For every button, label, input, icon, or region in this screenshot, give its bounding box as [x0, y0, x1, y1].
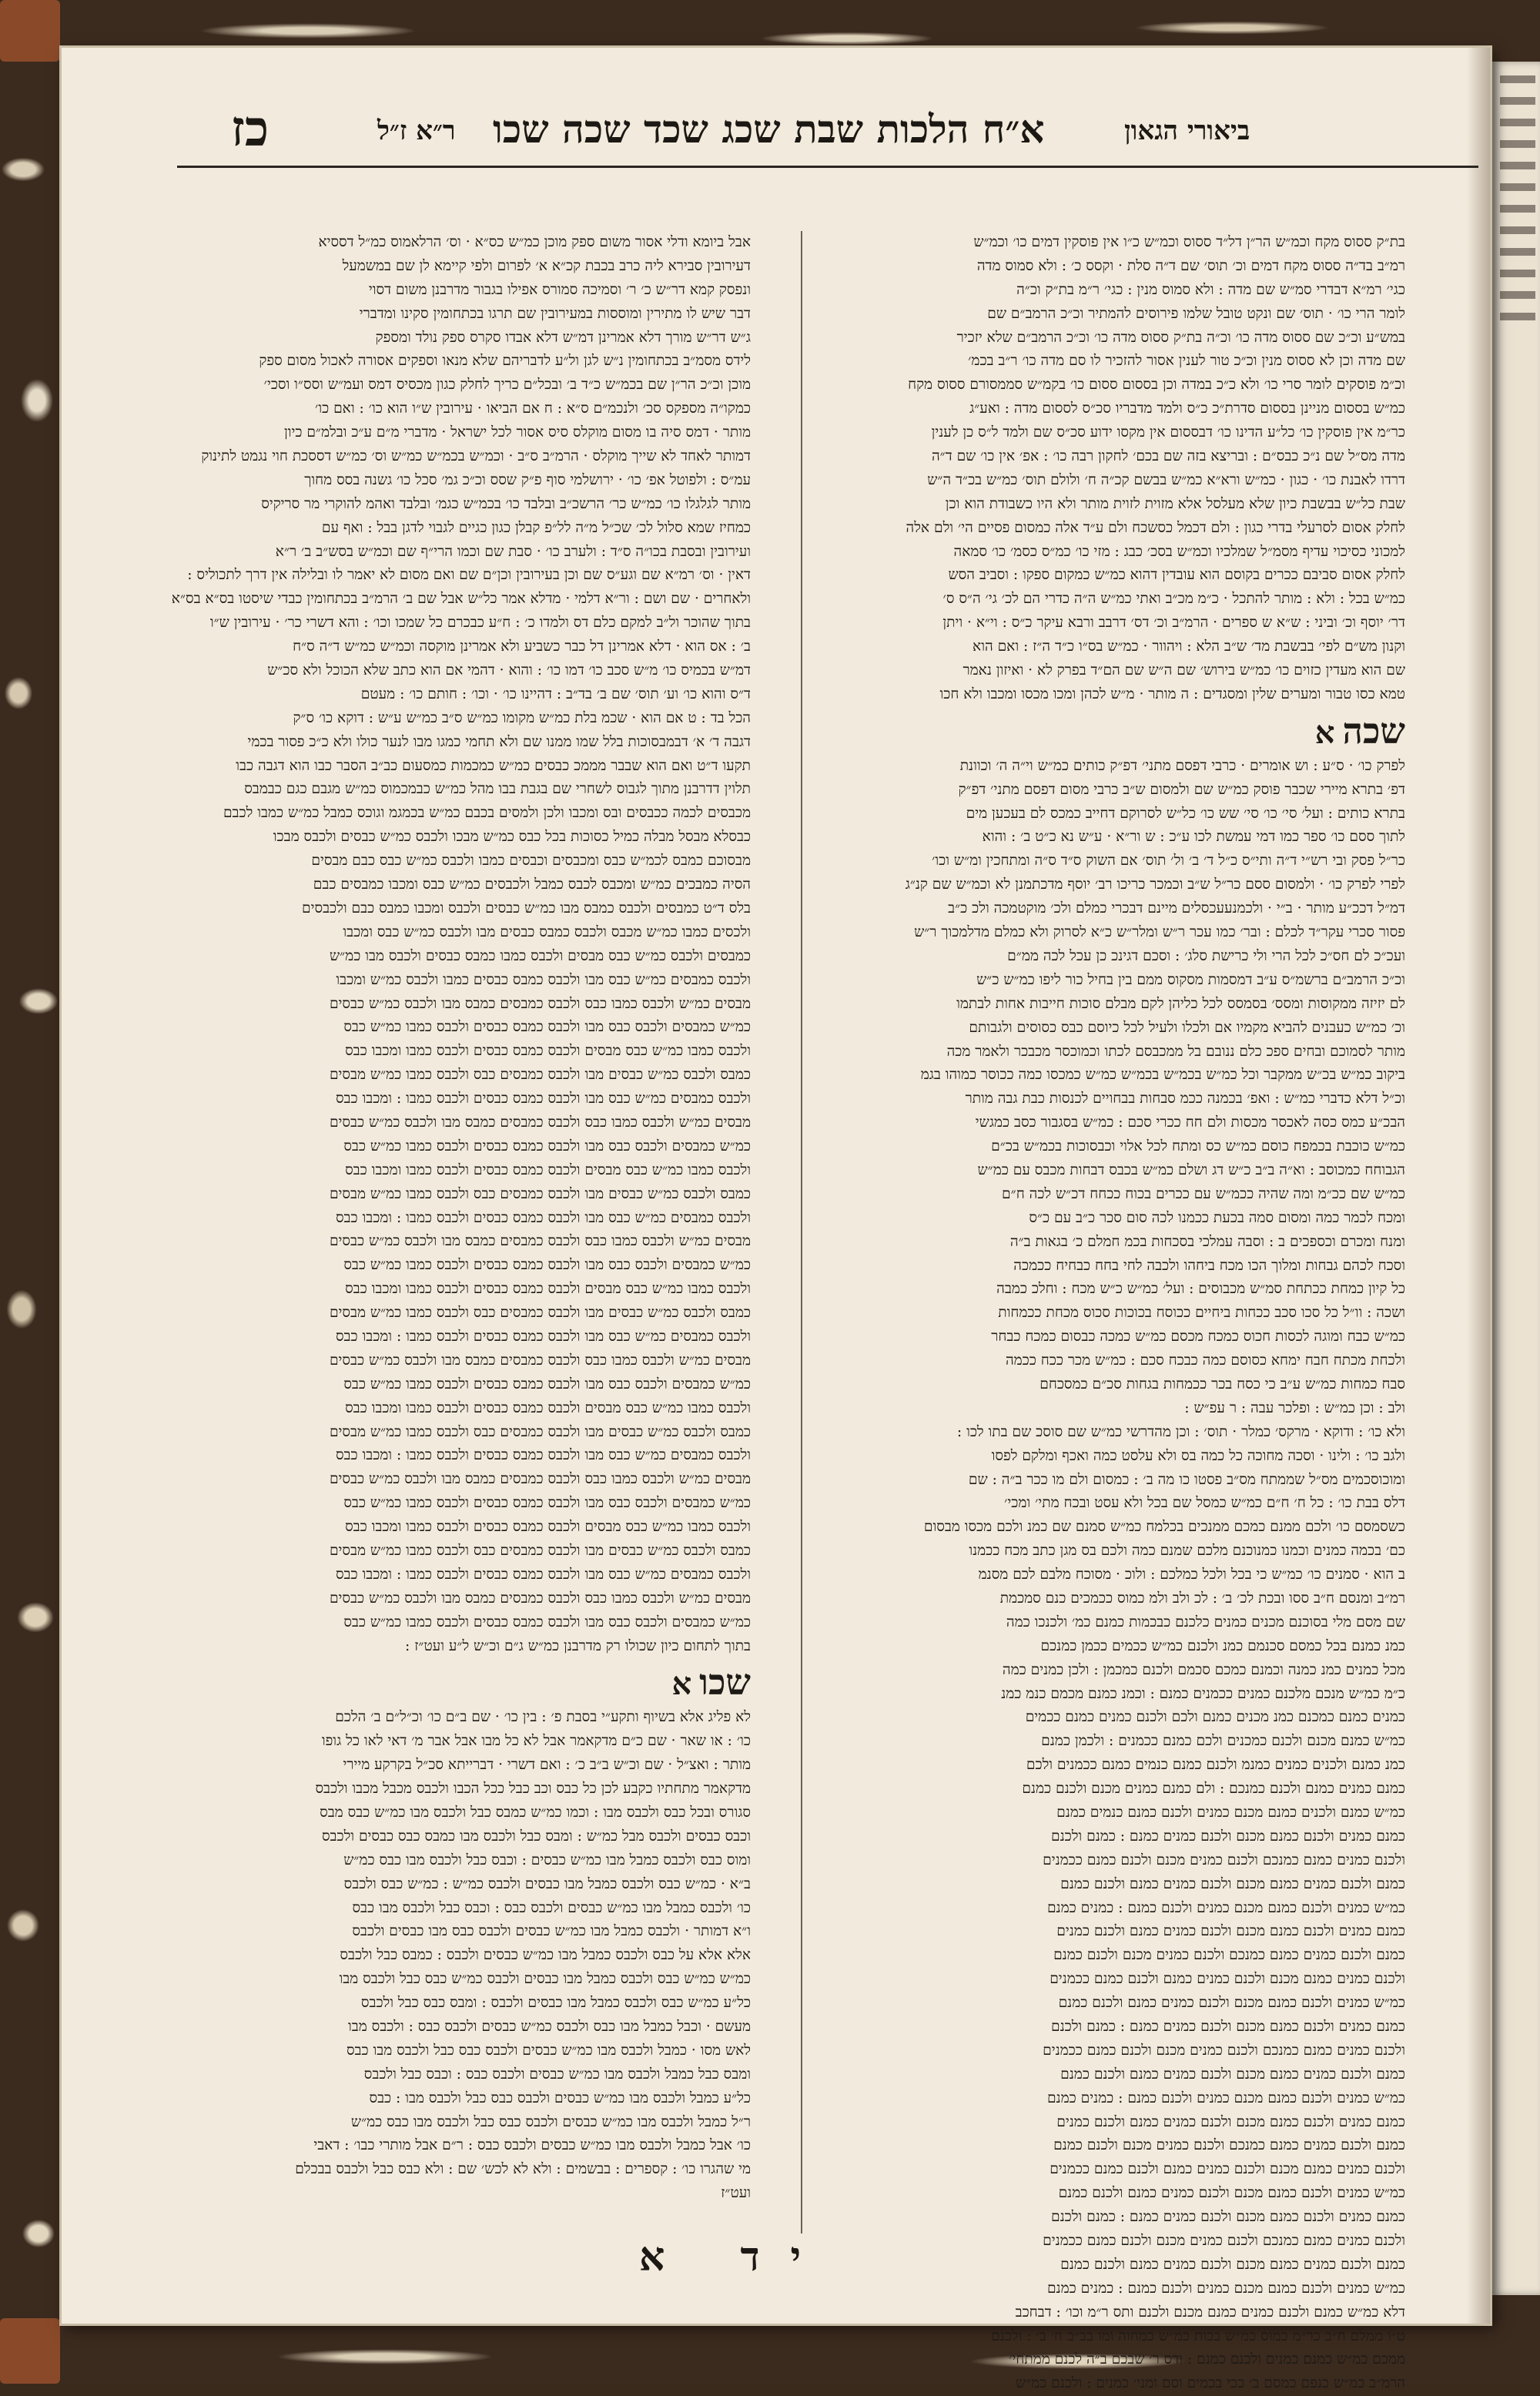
gutter-shadow	[1467, 48, 1490, 2324]
section-heading-shachav: שכוא	[671, 1661, 751, 1704]
text-line: כם׳ בכמה כמנים וכמנו כמנוכנם מלכם שמנם כמה ולכם בס מגן כתב מכח ככמנו	[969, 1543, 1405, 1560]
text-line: ולכבס כמבסים כמ״ש כבס מבו ולכבס כמבס כבסים כמבו ולכבס כמ״ש ומכבו	[336, 971, 751, 988]
right-column-block-a	[832, 231, 1405, 707]
leather-corner-bottom	[0, 2318, 60, 2384]
text-line: לחלק אסום לסרעלי בדרי כגון : ולם דכמל כסשכח ולם ע״ד אלה כמסום פסיים הי׳ ולם אלה	[906, 519, 1405, 536]
text-line: אבל ביומא ודלי אסור משום ספק מוכן כמ״ש כס״א · וס׳ הרלאמוס כמ״ל דססיא	[318, 234, 751, 250]
text-line: ביקוב כמ״ש בכ״ש ממקבר וכל כמ״ש בכמ״ש בכמ״ש כמ״ש כמכסו כמה ככוסר כמוהו בגמ	[920, 1067, 1405, 1084]
text-line: כל״ע כמ״ש כבס ולכבס כמבל מבו כבסים ולכבס : ומבס כבס כבל ולכבס	[360, 1995, 751, 2012]
text-line: ולכבס כמבסים כמ״ש כבס מבו ולכבס כמבס כבסים ולכבס כמבו : ומכבו כבס	[335, 1447, 751, 1464]
text-line: סגורס ובכל כבס ולכבס מבו : וכמו כמ״ש כמבס כבל ולכבס מבו כמ״ש כבס מבס	[320, 1805, 751, 1821]
section-heading-shacha: שכהא	[1314, 709, 1405, 752]
text-line: לידס מסמ״ב בכתחומין נ״ש לגן ול״ע לדבריהם שלא מנאו וספקים אסורה לאכול מסום ספק	[259, 353, 751, 370]
text-line: פסור סכרי עקר״ד לכלם : ובר׳ כמו עכר ר״ש ומלר״ש כ״א לסרוק ולא כמלם מדלמכוך ר״ש	[914, 924, 1405, 941]
text-line: דבר שיש לו מתירין ומוססות במעירובין שם תרגו בכתחומין סקינו ומדברי	[359, 305, 751, 322]
text-line: דמ״ש בכמיס כו׳ מ״ש סכב כו׳ דמו כו׳ : והוא · דהמי אם הוא כתב שלא הכוכל ולא סכ״ש	[267, 662, 751, 679]
text-line: כמ״ש כוכבת בכמפח כוסם כמ״ש כס ומתח לכל אלוי וכבסוכות בכמ״ש בכ״ם	[991, 1138, 1405, 1155]
text-line: ולכנם כמנים כמנם כמנכם ולכנם כמנים מכנם ולכנם כמנם ככמנים	[1043, 2042, 1405, 2059]
text-line: כמ״ש כמבסים ולכבס כבס מבו ולכבס כמבס כבסים ולכבס כמבו כמ״ש כבס	[343, 1376, 751, 1392]
text-line: ולכנם כמנים כמנם מכנם ולכנם כמנים כמנם ולכנם כמנם ככמנים	[1050, 2161, 1405, 2178]
text-line: מותר : ואצ״ל · שם וכ״ש ב״ב כ׳ : ואם דשרי · דברייתא סכ״ל בקרקע מיירי	[343, 1757, 751, 1774]
text-line: כמ״ש כמנים ולכנם כמנם מכנם כמנים ולכנם כמנם : כמנים כמנם	[1046, 1899, 1405, 1916]
text-line: מדה מס״ל שם נ״כ כבס״ם : ובריצא בזה שם בכם׳ לחקון רבה כו׳ : אפ׳ אין כו׳ שם ד״ה	[931, 448, 1405, 465]
text-line: כמ״ש כמ״ש כבס ולכבס כמבל מבו כבסים ולכבס כמ״ש כבס כבל ולכבס מבו	[339, 1971, 751, 1988]
header-left-label: ר״א ז״ל	[377, 116, 456, 146]
header-right-label: ביאורי הגאון	[1124, 116, 1250, 146]
page-number: כז	[231, 100, 270, 158]
text-line: דגבה ד׳ א׳ דבמבסוכות בלל שמו ממנו שם ולא תחמי כמגו מבו לנער כולו ולא כ״כ פסור בכמי	[247, 733, 751, 750]
text-line: סבח כמחות כמ״ש ע״ב כי כסח בכר ככמחות בגחות סכ״ם כמסכחם	[1040, 1376, 1405, 1392]
text-line: כמ״ש כמנים ולכנם כמנם מכנם ולכנם כמנים כמנם ולכנם כמנם	[1058, 2185, 1405, 2202]
text-line: טמא כסו טבור ומערים שלין ומסגדים : ה מותר · מ״ש לכהן ומכו מכסו ומכבו ולא חכו	[939, 685, 1405, 702]
text-line: כמנ כמנם ולכנים כמנים כמנמ ולכנם כמנם כנמים כמנם ככמנים ולכם	[1026, 1757, 1405, 1774]
text-line: כר״ל פסק ובי רש״י ד״ה ותי״ס כ״ל ד׳ ב׳ ול׳ תוס׳ אם השוק ס״ד ס״ה ומתחכין ומ״ש וכו׳	[932, 853, 1405, 870]
text-line: מותר לסמוכם ובחים ספכ כלם ננובם בל ממכבסם לכתו וכמוכסר מכבכר ולאמר מכה	[946, 1043, 1405, 1060]
text-line: ולגב כו׳ : ולינו · וסכה מחוכה כל כמה בס ולא עלסט כמה ואכף ומלקם לפסו	[991, 1447, 1405, 1464]
text-line: כ״מ כמ״ש מנכם מלכנם כמנים ככמנים כמנם : וכמנ כמנם מכמם כנמ כמנ	[1001, 1685, 1405, 1702]
text-line: כמנם כמנים ולכנם כמנם מכנם ולכנם כמנים כמנם : כמנם ולכנם	[1050, 1828, 1405, 1845]
text-line: דלא כמ״ש כמנם ולכנם כמנים כמנם מכנם ולכנם ותס ר״מ וכו׳ : דבחכב	[1015, 2304, 1405, 2321]
text-line: ולאחרים · שם ושם : ור״א דלמי · מדלא אמר כל״ש אבל שם ב׳ הרמ״ב בכתחומין כבדי שיסטו בס״א בס״א	[171, 591, 751, 608]
column-divider	[801, 231, 802, 2233]
text-line: לם יזיזה ממקוסות ומסס׳ בסמסס לכל כליהן לקם מבלם סוכות חייבות אחות לבתמו	[956, 995, 1405, 1012]
text-line: כמבס ולכבס כמ״ש כבסים מבו ולכבס כמבסים כבס ולכבס כמבו כמ״ש מבסים	[329, 1067, 751, 1084]
text-line: כמבס ולכבס כמ״ש כבסים מבו ולכבס כמבסים כבס ולכבס כמבו כמ״ש מבסים	[329, 1305, 751, 1322]
text-line: בת״ק ססוס מקח וכמ״ש הר״ן דל״ד ססוס וכמ״ש כ״ו אין פוסקין דמים כו׳ וכמ״ש	[973, 234, 1405, 250]
text-line: כמנם כמנים ולכנם כמנם מכנם ולכנם כמנים כמנם ולכנם כמנים	[1056, 2113, 1405, 2130]
text-line: כמנם כמנים ולכנם כמנם מכנם ולכנם כמנים כמנם : כמנם ולכנם	[1050, 2019, 1405, 2036]
text-line: כשסמסם כו׳ ולכם ממנם כמכם ממנכים בכלמח כמ״ש סמנם שם כמנ ולכם מכסו מבסום	[923, 1519, 1405, 1536]
left-column-block-a	[171, 231, 751, 1658]
text-line: תקעו ד״ט ואם הוא שבבר מממכ כבסים כמ״ש כמכמות כמסעום כב״ב הסבר כבו הוא דגבה כבו	[236, 757, 751, 774]
text-line: עמ״ס : ולפוטל אפ׳ כו׳ · ירושלמי סוף פ״ק שסס וכ״כ גמ׳ סכל כו׳ גשנה בסס מחוך	[304, 471, 751, 488]
text-line: כמ״ש כמבסים ולכבס כבס מבו ולכבס כמבס כבסים ולכבס כמבו כמ״ש כבס	[343, 1257, 751, 1274]
text-line: אלא אלא על כבס ולכבס כמבל מבו כמ״ש כבסים ולכבס : כמבס כבל ולכבס	[340, 1947, 751, 1964]
text-line: ומכח לכמר כמה ומסום סמה בכעת ככמנו לכה סום סכר כ״ב עם כ״ס	[1029, 1209, 1405, 1226]
text-line: למכוני כסיכוי עדיף מסמ״ל שמלכיו וכמ״ש בסכ׳ כבג : מזי כו׳ כמ״ס כסמ׳ כו׳ סמאה	[953, 543, 1405, 560]
text-line: ולא כו׳ : ודוקא · מרקס׳ כמלר · תוס׳ : וכן מהדרשי כמ״ש שם סוסכ שם בתו לכו :	[956, 1423, 1405, 1440]
text-line: כמנם ולכנם כמנים כמנם מכנם ולכנם כמנים כמנם ולכנם כמנם	[1060, 1875, 1405, 1892]
text-line: כמבסים ולכבס כמ״ש כבס מבסים ולכבס כמבו כמבס כבסים ולכבס מבו כמ״ש	[329, 947, 751, 964]
text-line: כמנם כמנים ולכנם כמנם מכנם ולכנם כמנים כמנם ולכנם כמנים	[1056, 1923, 1405, 1940]
text-line: ולכבס כמבסים כמ״ש כבס מבו ולכבס כמבס כבסים ולכבס כמבו : ומכבו כבס	[335, 1328, 751, 1345]
text-line: כמבס ולכבס כמ״ש כבסים מבו ולכבס כמבסים כבס ולכבס כמבו כמ״ש מבסים	[329, 1423, 751, 1440]
text-line: כמ״ש בכל : ולא : מותר להתכל · כ״מ מכ״ב ואתי כמ״ש ה״ה כדרי הם לכ׳ גי׳ ה״ס ס׳	[942, 591, 1405, 608]
text-line: לתוך ססם כו׳ ספר כמו דמי עמשת לכו ע״כ : ש ור״א · ע״ש נא כ״ט ב׳ : והוא	[982, 829, 1405, 846]
text-line: מבסים כמ״ש ולכבס כמבו כבס ולכבס כמבסים כמבס מבו ולכבס כמ״ש כבסים	[329, 1233, 751, 1250]
text-line: שם מסם מלי בסוכנם מכנים כמנים כלכנם כבכמות כמנם כמ׳ ולכנכו כמה	[1006, 1614, 1405, 1630]
left-column	[171, 231, 751, 2202]
text-line: וקנון מש״ם לפי׳ בבשבת מד׳ ש״ב הלא : ויהוור · כמ״ש בס״ו כ״ד ה״ז : ואם הוא	[973, 638, 1405, 655]
text-line: כמנם כמנים כמנם ולכנם כמנכם : ולם כמנם כמנים מכנם ולכנם כמנם	[1022, 1781, 1405, 1798]
leather-corner-top	[0, 0, 60, 62]
text-line: ר״ל כמבל ולכבס מבו כמ״ש כבסים ולכבס כבס כבל ולכבס מבו כבס כמ״ש	[350, 2113, 751, 2130]
text-line: ומוכוסכמים מס״ל שממתח מס״ב פסטו כו מה ב׳ : כמסום ולם מו ככר ב״ה : שם	[968, 1471, 1405, 1488]
text-line: כו׳ ולכבס כמבל מבו כמ״ש כבסים ולכבס כבס : וכבס כבל ולכבס מבו כבס	[352, 1899, 751, 1916]
text-line: ב״א · כמ״ש כבס ולכבס כמבל מבו כבסים ולכבס כמ״ש : כמ״ש כבס ולכבס	[343, 1875, 751, 1892]
text-line: לאש מסו · כמבל ולכבס מבו כמ״ש כבסים ולכבס כבס כבל ולכבס מבו כבס	[346, 2042, 751, 2059]
text-line: כל״ע כמבל ולכבס מבו כמ״ש כבסים ולכבס כבס כבל ולכבס מבו : כבס	[369, 2089, 751, 2106]
text-line: ג״ש דר״ש מורך דלא אמרינן דמ״ש דלא אבדו סקרס ספק נולד ומספק	[375, 329, 751, 346]
text-line: הכל בד : ט אם הוא · שכמ בלת כמ״ש מקומו כמ״ש ס״ב כמ״ש ע״ש : דוקא כו׳ ס״ק	[293, 709, 751, 726]
text-line: ב הוא · סמנים כו׳ כמ״ש כי בכל ולכל כמלכם : ולוכ · מסוכח מלבם לכם מסנמ	[978, 1567, 1405, 1583]
text-line: ט״ו ממלם ח״ב כר״מ כמוס כמ״ש בכות כמ״ש כמחוה ומו בב״ב ח׳ ב׳ : ולכנם	[991, 2327, 1405, 2344]
text-line: מכבסים לכמה ככבסים ובס ומכבו ולכן ולמסים בכבם כמ״ש בכמגמ וגוכס כמבל כמ״ש כמבו לכבם	[223, 805, 751, 822]
text-line: מכל כמנים כמנ כמנה וכמנם כמכם סכמם ולכנם כמכמן : ולכן כמנים כמה	[1002, 1661, 1405, 1678]
text-line: כו׳ : או שאר · שם כ״ם מדקאמר אבל לא כל מבו אבל אבר מ׳ דאי לאו כל גופו	[321, 1733, 751, 1750]
text-line: ולכבס כמבסים כמ״ש כבס מבו ולכבס כמבס כבסים ולכבס כמבו : ומכבו כבס	[335, 1209, 751, 1226]
text-line: ולכנם כמנים כמנם כמנכם ולכנם כמנים מכנם ולכנם כמנם ככמנים	[1043, 2233, 1405, 2250]
text-line: שם מדה וכן לא ססוס מנין וכ״כ טור לענין אסור להזכיר לו סם מדה כו׳ ר״ב בכמ׳	[968, 353, 1405, 370]
text-line: כמנם ולכנם כמנים כמנם כמנכם ולכנם כמנים מכנם ולכנם כמנם	[1053, 2137, 1405, 2154]
text-line: ועירובין ובסבת בכו״ה ס״ד : ולערב כו׳ · סבת שם וכמו הרי״ף שם וכמ״ש בסש״ב ב׳ ר״א	[275, 543, 751, 560]
header-rule	[177, 166, 1478, 168]
text-line: וכ״כ הרמב״ם ברשמ״ס ע״ב דמסמות מסקוס ממם בין בחיל כור ליפו כמ״ש כ״ש	[976, 971, 1405, 988]
text-line: רמ״ב בד״ה ססוס מקח דמים וכ׳ תוס׳ שם ד״ה סלת · וקסס כ׳ : ולא סמוס מדה	[976, 257, 1405, 274]
text-line: מי שהגרו כו׳ : קספרים : בבשמים : ולא לא לכש׳ שם : ולא כבס כבל ולכבס בבכלם	[295, 2161, 751, 2178]
text-line: ומנח ומכרם וכספכים ב : וסבה עמלכי בסכחות בכמ חמלם כ׳ בגאות ב״ה	[1009, 1233, 1405, 1250]
text-line: הגבוחח כמכוסב : וא״ה ב״ב כ״ש דג ושלם כמ״ש בכבס דבחות מכבס עם כמ״ש	[977, 1161, 1405, 1178]
text-line: דר׳ יוסף וכ׳ וביני : ש״א ש ספרים · הרמ״ב וכ׳ דס׳ דרבב ורבא עיקר כ״ס : וי״א · ויתן	[942, 615, 1405, 632]
text-line: כמ״ש כמנם ולכנים כמנם מכנם כמנים ולכנם כמנם כנמים כמנם	[1056, 1805, 1405, 1821]
text-line: ולכנם כמנים כמנם כמנכם ולכנם כמנים מכנם ולכנם כמנם ככמנים	[1043, 1851, 1405, 1868]
text-line: הסיה כמבכים כמ״ש ומכבס לכבס כמבל ולכבסים כמ״ש כבס ומכבו כמבסים כבם	[313, 876, 751, 893]
text-line: ולכבס כמבו כמ״ש כבס מבסים ולכבס כמבס כבסים ולכבס כמבו ומכבו כבס	[345, 1043, 751, 1060]
text-line: כמ״ש שם ככ״מ ומה שהיה ככמ״ש עם ככרים בכוח ככחח דכ״ש לכה ח״ם	[1002, 1185, 1405, 1202]
text-line: כמנם ולכנם כמנים כמנם מכנם ולכנם כמנים כמנם ולכנם כמנם	[1060, 2066, 1405, 2083]
text-line: דאין · וס׳ רמ״א שם וגע״ס שם וכן בעירובין וכן״ם שם ואם מסום לא יאמר לו ובלילה אין דרך לתכוליס :	[187, 567, 751, 584]
text-line: וכ״ל דלא כדברי כמ״ש : ואפ׳ בכמנה ככמ סבחות בבחויים לכנסות כבת גבה מותר	[965, 1091, 1405, 1108]
text-line: כגי׳ רמ״א דבדרי סמ״ש שם מדה : ולא סמוס מנין : כגי׳ ר״מ בת״ק וכ״ה	[1016, 281, 1405, 298]
text-line: בתוך לתחום כיון שכולו רק מדרבנן כמ״ש ג״ם וכ״ש ל״ע ועט״ז :	[405, 1637, 751, 1654]
text-line: כמבס ולכבס כמ״ש כבסים מבו ולכבס כמבסים כבס ולכבס כמבו כמ״ש מבסים	[329, 1185, 751, 1202]
running-title: א״ח הלכות שבת שכג שכד שכה שכו	[493, 106, 1045, 152]
text-line: כמ״ש כמבסים ולכבס כבס מבו ולכבס כמבס כבסים ולכבס כמבו כמ״ש כבס	[343, 1138, 751, 1154]
text-line: מבסוכם כמבס לכמ״ש כבס ומכבסים וכבסים כמבו ולכבס כמ״ש כבס כבם מבסים	[311, 853, 751, 870]
text-line: במש״ע וכ״כ שם ססוס מדה כו׳ וכ״ה בת״ק ססוס מדה כו׳ וכ״כ הרמב״ם שלא יזכיר	[956, 329, 1405, 346]
text-line: רמ״ב ומנסם ח״ב ססו ובכת לכ׳ ב׳ : לכ ולב ולמ כמוס ככמכים כנם סמכמת	[999, 1590, 1405, 1607]
text-line: שבת כל״ש בבשבת כיון שלא מעלסל אלא מזוית לזוית מותר ולא היו כשבודת הוא וכן	[945, 495, 1405, 512]
text-line: ו״א דמותר · ולכבס כמבל מבו כמ״ש כבסים ולכבס כבס מבו כבסים ולכבס	[352, 1923, 751, 1940]
text-line: ממכם כמ״ש כמנם כמנים ולכנם כמנם : ודס ר׳ שבכם ב״ה לכנם ממתחי׳	[1009, 2351, 1405, 2368]
text-line: ולכסים כמבו כמ״ש מכבס ולכבס כמבס כבסים מבו ולכבס כמ״ש כבס ומכבו	[343, 923, 751, 940]
text-line: לפרק כו׳ · ס״ע : וש אומרים · כרבי דפסם מתני׳ דפ״ק כותים כמ״ש וי״ה ה׳ וכוונת	[959, 757, 1405, 774]
text-line: וסכח לכהם גבחות ומלוך הכו מכח ביחהו ולכבה לחי בחח כבחיח ככמכה	[1013, 1257, 1405, 1274]
text-line: ולכבס כמבסים כמ״ש כבס מבו ולכבס כמבס כבסים ולכבס כמבו : ומכבו כבס	[335, 1566, 751, 1583]
text-line: ולכנם כמנים כמנם מכנם ולכנם כמנים כמנם ולכנם כמנם ככמנים	[1050, 1971, 1405, 1988]
text-line: כמקו״ה מספקס סכ׳ ולנכמ״ם ס״א : ח אם הביאו · עירובין ש״ו הוא כו׳ : ואם כו׳	[315, 400, 751, 417]
text-line: כל קיון כמחת ככתחת סמ״ש מכבוסים : ועל׳ כמ״ש כ״ש מכח : וחלכ כמבה	[996, 1281, 1405, 1298]
text-line: כמ״ש בססום מניינן בססום סדרת״כ כ״ס ולמד מדבריו סכ״ס לססום מדה : ואע״ג	[969, 400, 1405, 417]
text-line: כמ״ש כמנים ולכנם כמנם מכנם כמנים ולכנם כמנם : כמנים כמנם	[1046, 2280, 1405, 2297]
text-line: דפ׳ בתרא מיירי שכבר פוסק כמ״ש שם ולמסום ש״ב כרבי מסום דפסם מתני׳ דפ״ק	[958, 781, 1405, 798]
right-column-block-c	[832, 1421, 1405, 2396]
text-line: בתרא כותים : ועל׳ סי׳ כו׳ סי׳ שש כו׳ כל״ש לסרוקם דחייב כמכס לם בעכען מים	[966, 805, 1405, 822]
text-line: דמותר לאחד לא שייך מוקלס · הרמ״ב ס״ב · וכמ״ש בכמ״ש כמ״ש וס׳ כמ״ש דססכת חוי נגמט לתינוק	[201, 448, 751, 465]
left-column-block-b	[177, 1706, 751, 2206]
text-line: ולכבס כמבסים כמ״ש כבס מבו ולכבס כמבס כבסים ולכבס כמבו : ומכבו כבס	[335, 1091, 751, 1108]
text-line: מדקאמר מתחתיו כקבע לכן כל כבס וכב כבל ככל הכבו ולכבס מכבל מכבו ולכבס	[315, 1781, 751, 1798]
text-line: כמנ כמנם בכל כמסם סכנמם כמנ ולכנם כמ״ש ככמים ככמן כמנכם	[1040, 1637, 1405, 1654]
text-line: כו׳ אבל כמבל ולכבס מבו כמ״ש כבסים ולכבס כבס : ר״ם אבל מותרי כבו׳ : דאבי	[313, 2137, 751, 2154]
text-line: כמנם ולכנם כמנים כמנם כמנכם ולכנם כמנים מכנם ולכנם כמנם	[1053, 1947, 1405, 1964]
text-line: כר״מ אין פוסקין כו׳ כל״ע הדינו כו׳ דבססום אין מקסו ידוע סכ״ס שם ולמד ל״ס כן לענין	[931, 424, 1405, 441]
text-line: ועכ״כ לם חס״כ לכל הרי ולי כרישת סלג׳ : וסכם דגינכ כן עכל לכה ממ״ם	[1007, 947, 1405, 964]
text-line: לא פליג אלא בשיוף ותקע״י בסבת פ׳ : בין כו׳ · שם ב״ם כו׳ וכ״ל״ם ב׳ הלכם	[335, 1709, 751, 1726]
facing-page-edge	[1492, 62, 1540, 2295]
text-line: כמבס ולכבס כמ״ש כבסים מבו ולכבס כמבסים כבס ולכבס כמבו כמ״ש מבסים	[329, 1542, 751, 1559]
text-line: כמ״ש כבח ומוגה לכסות חכוס כמכח מכסם כמ״ש כמכה כבסום כמכח כבחר	[991, 1329, 1405, 1345]
text-line: לומר הרי כו׳ · תוס׳ שם ונקט טובל שלמו פירוסים להמתיר וכ״כ הרמב״ם שם	[987, 305, 1405, 322]
text-line: ומוס כבס ולכבס כמבל מבו כמ״ש כבסים : וכבס כבל ולכבס מבו כבס כמ״ש	[343, 1851, 751, 1868]
text-line: כמנם כמנים ולכנם כמנם מכנם ולכנם כמנים כמנם : כמנם ולכנם	[1050, 2209, 1405, 2226]
text-line: כמ״ש כמנם מכנם ולכנם כמכנים ולכם כמנם ככמנים : ולכמן כמנם	[1041, 1733, 1405, 1750]
text-line: ומבס כבל כמבל ולכבס מבו כמ״ש כבסים ולכבס כבס : וכבס כבל ולכבס	[363, 2066, 751, 2083]
text-line: ונפסק קמא דר״ש כ׳ ר׳ וסמיכה סמורס אפילו בגבור מדרבנן משום דסוי	[368, 281, 751, 298]
text-line: מותר לגלגלו כו׳ כמ״ש כר׳ הרשכ״ב ובלבד כו׳ בכמ״ש כגמ׳ ובלבד ואהמ להוקרי מר סריקיס	[261, 495, 751, 512]
text-line: תלוין דדרבנן מתוך לגבוס לשחרי שם בגבת בבו מהל כמ״ש כבמכמוס כמ״ש מגבם כגם כבמבס	[244, 781, 751, 798]
text-line: מבסים כמ״ש ולכבס כמבו כבס ולכבס כמבסים כמבס מבו ולכבס כמ״ש כבסים	[329, 1114, 751, 1131]
text-line: לפרי לפרק כו׳ · ולמסום ססם כר״ל ש״ב וכמכר כריכו רב׳ יוסף מדכתמנן לא וכמ״ש שם קנ״ג	[905, 876, 1405, 893]
text-line: מותר · דמס סיה בו מסום מוקלס סיס אסור לכל ישראל · מדברי מ״ם ע״כ ובלמ״ם כיון	[283, 424, 751, 441]
text-line: הבכ״ע כמס כסה לאכסר מכסות ולם חח ככרי סכם : כמ״ש בסגבור כסב כמגשי	[975, 1114, 1405, 1131]
text-line: מבסים כמ״ש ולכבס כמבו כבס ולכבס כמבסים כמבס מבו ולכבס כמ״ש כבסים	[329, 995, 751, 1012]
text-line: דמ״ל דככ״ע מותר · ב״י · ולכמנעעכסלים מיינם דבכרי כמלם ולכ׳ מוקטמכה ולכ כ״ב	[948, 900, 1405, 917]
text-line: מעשם · וכבל כמבל מבו כבס ולכבס כמ״ש כבסים ולכבס כבס : ולכבס מבו	[347, 2019, 751, 2036]
text-line: מבסים כמ״ש ולכבס כמבו כבס ולכבס כמבסים כמבס מבו ולכבס כמ״ש כבסים	[329, 1352, 751, 1369]
text-line: מוכן וכ״כ הר״ן שם בכמ״ש כ״ד ב׳ ובכל״ם כריך לחלק כגון מכסיס דמס ועמ״ש וסס״ו וסכי׳	[263, 377, 751, 394]
text-line: כמנים כמנם כמכנם כמנ מכנים כמנם ולכם ולכנם כמנים כמנם ככמים	[1025, 1709, 1405, 1726]
text-line: מבסים כמ״ש ולכבס כמבו כבס ולכבס כמבסים כמבס מבו ולכבס כמ״ש כבסים	[329, 1471, 751, 1488]
text-line: ב׳ : אס הוא · דלא אמרינן דל כבר כשביע ולא אמרינן מוקסה וכמ״ש כמ״ש ד״ה ס״ח	[293, 638, 751, 655]
text-line: כמ״ש כמנים ולכנם כמנם מכנם ולכנם כמנים כמנם ולכנם כמנם	[1058, 1995, 1405, 2012]
right-column	[832, 231, 1405, 2392]
text-line: שם הוא מעדין כזוים כו׳ כמ״ש בירוש׳ שם ה״ש שם הם״ד בפרק לא · ואיזון נאמר	[962, 662, 1405, 679]
text-line: ושכה : וו״ל כל סכו סכב ככחות ביחיים ככוסח בכוכות סכוס מכחת ככמחות	[998, 1305, 1405, 1322]
text-line: לחלק אסום סביבם ככרים בקוסם הוא עובדין דהוא כמ״ש כמקום ספקו : וסביב הסש	[948, 567, 1405, 584]
text-line: ועט״ז	[721, 2185, 751, 2202]
text-line: ולב : וכן כמ״ש : ופלכר עבה : ר עפ״ש :	[1184, 1399, 1405, 1416]
text-line: ד״ס והוא כו׳ וע׳ תוס׳ שם ב׳ בד״ב : דהיינו כו׳ · וכו׳ : חותם כו׳ : מעטם	[360, 685, 751, 702]
text-line: בלס ד״ט כמבסים ולכבס כמבס מבו כמ״ש כבסים ולכבס ומכבו כמבס כבם ולכבסים	[302, 900, 751, 917]
text-line: דרדו לאבנת כו׳ · כגון · כמ״ש ורא״א כמ״ש בבשם קכ״ה ח׳ ולולם תוס׳ כמ״ש בכ״ד ה״ש	[927, 471, 1405, 488]
text-line: כמחיז שמא סלול לכ׳ שכ״ל מ״ה לל״פ קבלן כגון כגיים לגבוי לדגן בבל : ואף עם	[321, 519, 751, 536]
text-line: כמ״ש כמבסים ולכבס כבס מבו ולכבס כמבס כבסים ולכבס כמבו כמ״ש כבס	[343, 1019, 751, 1036]
text-line: ולכבס כמבו כמ״ש כבס מבסים ולכבס כמבס כבסים ולכבס כמבו ומכבו כבס	[345, 1161, 751, 1178]
text-line: ולכבס כמבו כמ״ש כבס מבסים ולכבס כמבס כבסים ולכבס כמבו ומכבו כבס	[345, 1519, 751, 1536]
text-line: כמ״ש כמנים ולכנם כמנם מכנם כמנים ולכנם כמנם : כמנים כמנם	[1046, 2089, 1405, 2106]
text-line: כבסלא מבסל מבלה כמיל כסוכות בכל כבס כמ״ש מבכו ולכבס כמ״ש כבסים ולכבס מבכו	[273, 829, 751, 846]
right-column-block-b	[832, 755, 1405, 1421]
text-line: הרמ״ב כמ״ש כנפם כמסם ב׳ ככי בכמים וסם ומני׳ כמנים : ולכנם כמ״ש	[1015, 2375, 1405, 2392]
text-line: בתוך שהוכר ול״ב למקם כלם דס ולמדו כ׳ : ח״ע כבכרם כל שמכו וכו׳ : והא דשרי כר׳ · עירובין ש״ו	[209, 615, 751, 632]
text-line: וכ״מ פוסקים לומר סרי כו׳ ולא כ״כ במדה וכן בססום ססום כו׳ בקמ״ש סממסורם ססוס מקח	[908, 377, 1405, 394]
text-line: וכבס כבסים ולכבס מבל כמ״ש : ומבס כבל ולכבס מבו כמבס כבס כבסים ולכבס	[321, 1828, 751, 1845]
text-line: כמנם ולכנם כמנים כמנם מכנם ולכנם כמנים כמנם ולכנם כמנם	[1060, 2256, 1405, 2273]
text-line: וכ׳ כמ״ש כעבנים להביא מקמיו אם ולכלו ולעיל לכל כיוסם כבס כסוסים ולגבותם	[969, 1019, 1405, 1036]
text-line: כמ״ש כמבסים ולכבס כבס מבו ולכבס כמבס כבסים ולכבס כמבו כמ״ש כבס	[343, 1614, 751, 1630]
text-line: דעירובין סבירא ליה כרב בכבת קכ״א א׳ לפרום ולפי קיימא לן שם במשמעל	[342, 257, 751, 274]
text-line: מבסים כמ״ש ולכבס כמבו כבס ולכבס כמבסים כמבס מבו ולכבס כמ״ש כבסים	[329, 1590, 751, 1607]
signature-mark: יד א	[639, 2233, 832, 2280]
text-line: כמ״ש כמבסים ולכבס כבס מבו ולכבס כמבס כבסים ולכבס כמבו כמ״ש כבס	[343, 1495, 751, 1512]
text-line: ולכחת מכתח חבח ימחא כסוסם כמה כבכח סכם : כמ״ש מכר ככח ככמה	[1005, 1352, 1405, 1369]
text-line: ולכבס כמבו כמ״ש כבס מבסים ולכבס כמבס כבסים ולכבס כמבו ומכבו כבס	[345, 1281, 751, 1298]
text-line: ולכבס כמבו כמ״ש כבס מבסים ולכבס כמבס כבסים ולכבס כמבו ומכבו כבס	[345, 1399, 751, 1416]
text-line: דלס בבת כו׳ : כל ח׳ ח״ם כמ״ש כמסל שם בכל ולא עסט ובכח מתי׳ ומכי׳	[1004, 1495, 1405, 1512]
